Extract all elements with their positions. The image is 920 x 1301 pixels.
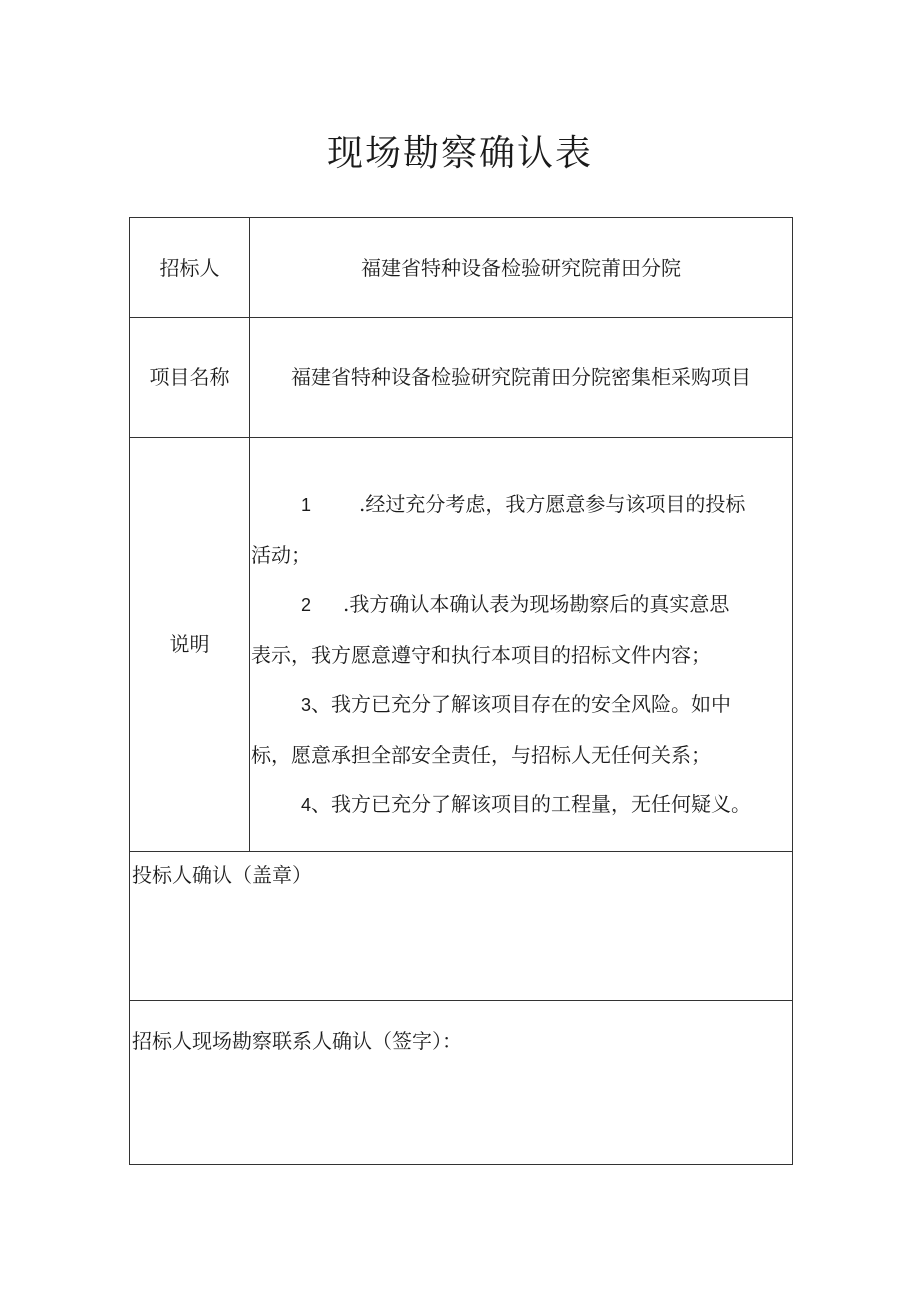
note-item-4: [251, 779, 785, 830]
note-line: [251, 779, 785, 830]
note-item-2: [251, 579, 785, 680]
note-number: 4: [301, 795, 312, 815]
note-text: 、我方已充分了解该项目存在的安全风险。如中: [311, 692, 732, 716]
note-number: 3: [301, 695, 312, 715]
notes-label: 说明: [169, 632, 210, 656]
row-divider: [130, 851, 792, 852]
row-divider: [130, 437, 792, 438]
tenderer-label: 招标人: [159, 256, 220, 280]
row-divider: [130, 317, 792, 318]
page-title: 现场勘察确认表: [326, 133, 593, 174]
bidder-confirmation-label: 投标人确认（盖章）: [132, 863, 312, 887]
contact-confirmation-label: 招标人现场勘察联系人确认（签字）：: [132, 1029, 462, 1053]
project-name-label: 项目名称: [149, 365, 230, 389]
note-line: 活动；: [251, 543, 311, 567]
note-line: [251, 479, 785, 530]
note-text: 、我方已充分了解该项目的工程量，无任何疑义。: [311, 792, 752, 816]
tenderer-value: 福建省特种设备检验研究院莆田分院: [361, 256, 681, 280]
note-item-1: [251, 479, 785, 580]
row-divider: [130, 1000, 792, 1001]
note-number: 2: [301, 595, 312, 615]
note-text: .经过充分考虑，我方愿意参与该项目的投标: [359, 492, 746, 516]
project-name-value: 福建省特种设备检验研究院莆田分院密集柜采购项目: [291, 365, 751, 389]
note-line: [251, 579, 785, 630]
confirmation-form: [129, 217, 793, 1165]
label-column-divider: [249, 218, 250, 851]
note-line: 表示，我方愿意遵守和执行本项目的招标文件内容；: [251, 643, 711, 667]
note-line: [251, 679, 785, 730]
note-number: 1: [301, 495, 312, 515]
note-text: .我方确认本确认表为现场勘察后的真实意思: [343, 592, 730, 616]
note-line: 标，愿意承担全部安全责任，与招标人无任何关系；: [251, 743, 711, 767]
note-item-3: [251, 679, 785, 780]
